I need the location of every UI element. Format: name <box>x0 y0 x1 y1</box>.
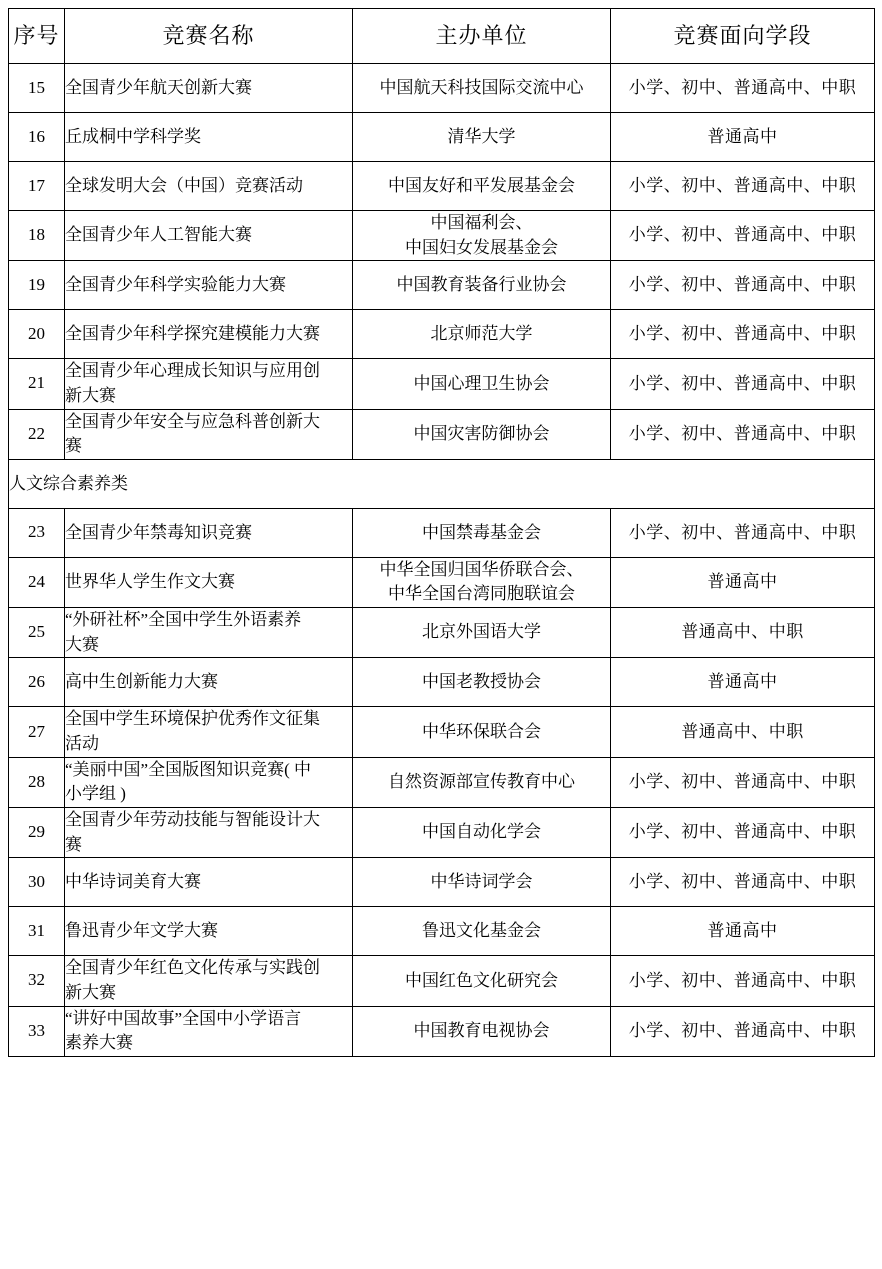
cell-organizer-line: 中国教育电视协会 <box>413 1020 550 1040</box>
cell-competition-name <box>65 409 353 459</box>
cell-competition-name-line: 全国青少年人工智能大赛 <box>65 225 252 245</box>
cell-competition-name-line: 全球发明大会（中国）竞赛活动 <box>65 175 303 195</box>
cell-stage <box>611 113 875 162</box>
cell-stage <box>611 508 875 557</box>
table-row <box>9 64 875 113</box>
cell-competition-name-line: 全国青少年红色文化传承与实践创 <box>65 958 320 978</box>
cell-organizer-line: 中华环保联合会 <box>422 721 541 741</box>
cell-stage-line: 普通高中、中职 <box>681 721 804 741</box>
table-row <box>9 508 875 557</box>
cell-organizer <box>353 113 611 162</box>
cell-stage <box>611 658 875 707</box>
cell-stage <box>611 557 875 607</box>
cell-competition-name-line: “讲好中国故事”全国中小学语言 <box>65 1008 302 1028</box>
cell-competition-name-line: 全国青少年航天创新大赛 <box>65 77 252 97</box>
cell-competition-name-line: 素养大赛 <box>65 1033 133 1053</box>
cell-stage <box>611 1006 875 1056</box>
cell-competition-name <box>65 113 353 162</box>
cell-stage <box>611 211 875 261</box>
table-row <box>9 807 875 857</box>
cell-organizer-line: 中国福利会、 <box>430 213 533 232</box>
cell-seq: 25 <box>9 608 65 658</box>
cell-stage-line: 小学、初中、普通高中、中职 <box>628 323 857 343</box>
cell-competition-name <box>65 807 353 857</box>
table-row <box>9 858 875 907</box>
cell-organizer <box>353 162 611 211</box>
cell-stage <box>611 608 875 658</box>
cell-competition-name-line: 全国青少年劳动技能与智能设计大 <box>65 809 320 829</box>
cell-stage <box>611 162 875 211</box>
cell-competition-name <box>65 608 353 658</box>
cell-organizer-line: 中国妇女发展基金会 <box>405 237 558 257</box>
cell-seq: 22 <box>9 409 65 459</box>
cell-organizer-line: 自然资源部宣传教育中心 <box>388 772 575 791</box>
cell-organizer <box>353 261 611 310</box>
table-header <box>9 9 875 64</box>
cell-stage-line: 小学、初中、普通高中、中职 <box>628 225 857 245</box>
cell-seq: 18 <box>9 211 65 261</box>
cell-competition-name-line: 鲁迅青少年文学大赛 <box>65 920 218 940</box>
cell-stage <box>611 310 875 359</box>
table-row <box>9 608 875 658</box>
table-row <box>9 261 875 310</box>
cell-competition-name <box>65 707 353 757</box>
cell-stage-line: 小学、初中、普通高中、中职 <box>628 1020 857 1040</box>
cell-competition-name <box>65 956 353 1006</box>
cell-competition-name <box>65 1006 353 1056</box>
cell-stage <box>611 409 875 459</box>
cell-competition-name-line: “外研社杯”全国中学生外语素养 <box>65 610 302 630</box>
table-row <box>9 1006 875 1056</box>
cell-competition-name <box>65 310 353 359</box>
cell-stage-line: 小学、初中、普通高中、中职 <box>628 274 857 294</box>
cell-stage-line: 普通高中 <box>707 672 778 692</box>
cell-stage-line: 普通高中 <box>707 572 778 592</box>
cell-stage <box>611 359 875 409</box>
table-row <box>9 310 875 359</box>
cell-organizer <box>353 807 611 857</box>
cell-organizer-line: 中国自动化学会 <box>422 822 541 842</box>
cell-organizer <box>353 1006 611 1056</box>
cell-organizer-line: 中国友好和平发展基金会 <box>388 175 575 195</box>
cell-organizer-line: 北京师范大学 <box>430 323 533 343</box>
cell-organizer-line: 中国老教授协会 <box>422 672 541 692</box>
table-row <box>9 359 875 409</box>
table-row <box>9 211 875 261</box>
cell-organizer-line: 中国灾害防御协会 <box>413 423 550 443</box>
cell-competition-name <box>65 557 353 607</box>
cell-competition-name <box>65 658 353 707</box>
section-label: 人文综合素养类 <box>9 459 875 508</box>
cell-organizer-line: 中华全国台湾同胞联谊会 <box>388 584 575 604</box>
cell-organizer <box>353 858 611 907</box>
table-row <box>9 907 875 956</box>
cell-seq: 19 <box>9 261 65 310</box>
cell-competition-name <box>65 64 353 113</box>
cell-stage-line: 小学、初中、普通高中、中职 <box>628 423 857 443</box>
cell-competition-name-line: 中华诗词美育大赛 <box>65 871 201 891</box>
cell-seq: 30 <box>9 858 65 907</box>
cell-stage-line: 普通高中 <box>707 920 778 940</box>
cell-stage-line: 小学、初中、普通高中、中职 <box>628 822 857 842</box>
cell-competition-name-line: 世界华人学生作文大赛 <box>65 572 235 592</box>
cell-stage-line: 小学、初中、普通高中、中职 <box>628 175 857 195</box>
column-header-org: 主办单位 <box>353 9 611 64</box>
column-header-stage: 竞赛面向学段 <box>611 9 875 64</box>
cell-competition-name-line: 全国青少年禁毒知识竞赛 <box>65 522 252 542</box>
cell-competition-name-line: 全国青少年安全与应急科普创新大 <box>65 411 320 431</box>
cell-competition-name-line: 全国青少年科学探究建模能力大赛 <box>65 323 320 343</box>
table-row <box>9 757 875 807</box>
cell-competition-name-line: 丘成桐中学科学奖 <box>65 126 201 146</box>
cell-competition-name-line: 全国中学生环境保护优秀作文征集 <box>65 709 320 729</box>
cell-competition-name <box>65 907 353 956</box>
cell-seq: 28 <box>9 757 65 807</box>
cell-seq: 31 <box>9 907 65 956</box>
cell-stage <box>611 261 875 310</box>
cell-organizer <box>353 757 611 807</box>
cell-organizer <box>353 409 611 459</box>
cell-organizer <box>353 907 611 956</box>
cell-organizer-line: 北京外国语大学 <box>422 622 541 642</box>
cell-organizer-line: 中国心理卫生协会 <box>413 373 550 393</box>
cell-organizer <box>353 508 611 557</box>
cell-stage <box>611 858 875 907</box>
cell-organizer-line: 清华大学 <box>447 126 516 146</box>
cell-competition-name <box>65 757 353 807</box>
cell-stage-line: 小学、初中、普通高中、中职 <box>628 871 857 891</box>
cell-competition-name-line: 高中生创新能力大赛 <box>65 672 218 692</box>
cell-organizer <box>353 608 611 658</box>
cell-organizer <box>353 557 611 607</box>
table-row <box>9 658 875 707</box>
cell-competition-name <box>65 359 353 409</box>
cell-stage-line: 普通高中 <box>707 126 778 146</box>
cell-stage <box>611 907 875 956</box>
cell-stage-line: 普通高中、中职 <box>681 622 804 642</box>
table-row <box>9 707 875 757</box>
cell-competition-name-line: 赛 <box>65 834 82 854</box>
column-header-name: 竞赛名称 <box>65 9 353 64</box>
cell-organizer <box>353 211 611 261</box>
table-body <box>9 64 875 1057</box>
cell-seq: 23 <box>9 508 65 557</box>
cell-seq: 20 <box>9 310 65 359</box>
cell-organizer-line: 鲁迅文化基金会 <box>422 920 541 940</box>
cell-organizer <box>353 64 611 113</box>
cell-competition-name <box>65 211 353 261</box>
cell-organizer-line: 中国教育装备行业协会 <box>396 274 567 294</box>
cell-organizer <box>353 707 611 757</box>
table-section-row <box>9 459 875 508</box>
cell-stage-line: 小学、初中、普通高中、中职 <box>628 373 857 393</box>
cell-competition-name-line: 活动 <box>65 734 99 754</box>
cell-seq: 32 <box>9 956 65 1006</box>
cell-organizer-line: 中华诗词学会 <box>430 871 533 891</box>
cell-stage-line: 小学、初中、普通高中、中职 <box>628 77 857 97</box>
cell-competition-name <box>65 261 353 310</box>
cell-seq: 33 <box>9 1006 65 1056</box>
header-row <box>9 9 875 64</box>
cell-seq: 15 <box>9 64 65 113</box>
competition-list-table <box>8 8 875 1057</box>
cell-seq: 21 <box>9 359 65 409</box>
cell-competition-name-line: 全国青少年科学实验能力大赛 <box>65 274 286 294</box>
cell-competition-name-line: 全国青少年心理成长知识与应用创 <box>65 361 320 381</box>
table-row <box>9 162 875 211</box>
cell-competition-name-line: 大赛 <box>65 634 99 654</box>
cell-competition-name <box>65 858 353 907</box>
table-row <box>9 956 875 1006</box>
cell-organizer-line: 中国红色文化研究会 <box>405 970 558 990</box>
cell-stage <box>611 807 875 857</box>
table-row <box>9 409 875 459</box>
cell-organizer <box>353 359 611 409</box>
cell-organizer-line: 中国禁毒基金会 <box>422 522 541 542</box>
cell-seq: 26 <box>9 658 65 707</box>
cell-competition-name-line: 小学组 ) <box>65 784 126 804</box>
cell-competition-name-line: “美丽中国”全国版图知识竞赛( 中 <box>65 759 312 779</box>
cell-seq: 24 <box>9 557 65 607</box>
cell-stage-line: 小学、初中、普通高中、中职 <box>628 522 857 542</box>
cell-competition-name <box>65 508 353 557</box>
cell-organizer-line: 中国航天科技国际交流中心 <box>379 77 584 97</box>
table-row <box>9 113 875 162</box>
cell-stage-line: 小学、初中、普通高中、中职 <box>628 772 857 791</box>
cell-seq: 27 <box>9 707 65 757</box>
cell-seq: 17 <box>9 162 65 211</box>
cell-stage <box>611 956 875 1006</box>
cell-competition-name-line: 新大赛 <box>65 982 116 1002</box>
cell-stage-line: 小学、初中、普通高中、中职 <box>628 970 857 990</box>
cell-stage <box>611 64 875 113</box>
column-header-seq: 序号 <box>9 9 65 64</box>
cell-seq: 16 <box>9 113 65 162</box>
cell-stage <box>611 757 875 807</box>
cell-stage <box>611 707 875 757</box>
cell-organizer <box>353 310 611 359</box>
cell-organizer <box>353 956 611 1006</box>
table-row <box>9 557 875 607</box>
cell-competition-name <box>65 162 353 211</box>
cell-organizer-line: 中华全国归国华侨联合会、 <box>379 559 584 579</box>
cell-competition-name-line: 赛 <box>65 436 82 456</box>
cell-organizer <box>353 658 611 707</box>
cell-seq: 29 <box>9 807 65 857</box>
cell-competition-name-line: 新大赛 <box>65 385 116 405</box>
